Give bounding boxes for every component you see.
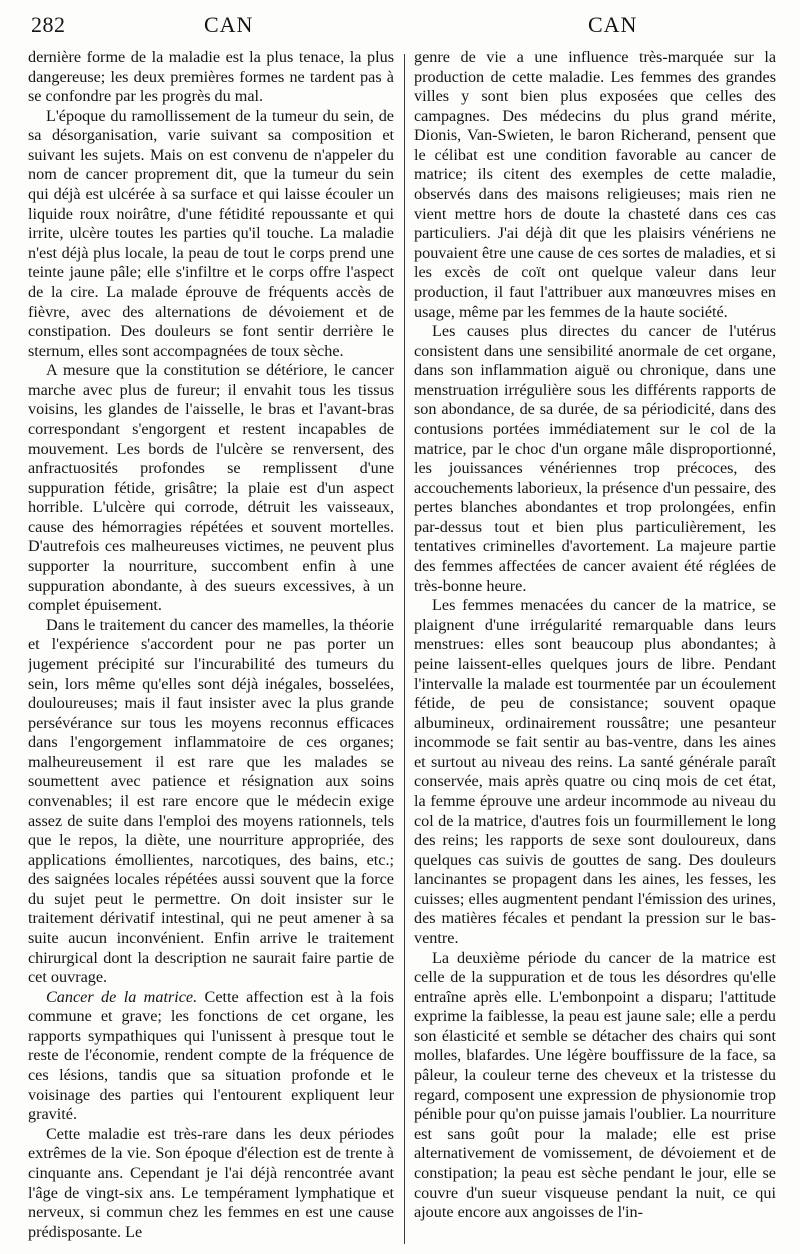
paragraph: Les femmes menacées du cancer de la matrice, se plaignent d'une irrégularité remarquable dans leurs menstrues: elles sont beaucoup plus abondantes; à peine laissent-elles quelques jours de libre. Pendant l'intervalle la malade est tourmentée par un écoulement fétide, de peu de consistance; souvent opaque albumineux, ordinairement roussâtre; une pesanteur incommode se fait sentir au bas-ventre, dans les aines et surtout au niveau des reins. La santé générale paraît conservée, mais après quatre ou cinq mois de cet état, la femme éprouve une ardeur incommode au niveau du col de la matrice, d'autres fois un fourmillement le long des reins; les rapports de sexe sont douloureux, dans quelques cas suivis de gouttes de sang. Des douleurs lancinantes se propagent dans les aines, les fesses, les cuisses; elles augmentent pendant l'émission des urines, des matières fécales et pendant la pression sur le bas-ventre.: [414, 596, 776, 948]
column-divider: [404, 54, 405, 1244]
page-header: [0, 8, 800, 44]
running-head-left: CAN: [204, 12, 254, 37]
paragraph: Les causes plus directes du cancer de l'utérus consistent dans une sensibilité anormale de cet organe, dans son inflammation aiguë ou chronique, dans une menstruation irrégulière sous les différents rapports de son abondance, de sa durée, de sa périodicité, dans des contusions portées immédiatement sur le col de la matrice, par le choc d'un organe mâle disproportionné, les jouissances vénériennes trop précoces, des accouchements laborieux, la présence d'un pessaire, des pertes blanches abondantes et trop prolongées, enfin par-dessus tout et bien plus particulièrement, les tentatives criminelles d'avortement. La majeure partie des femmes affectées de cancer avaient été réglées de très-bonne heure.: [414, 322, 776, 595]
paragraph: dernière forme de la maladie est la plus tenace, la plus dangereuse; les deux premières formes ne tardent pas à se confondre par les progrès du mal.: [28, 48, 394, 106]
left-column: [28, 48, 394, 1248]
paragraph-body: Cette affection est à la fois commune et grave; les fonctions de cet organe, les rapports sympathiques qui l'unissent à presque tout le reste de l'économie, rendent compte de la fréquence de ces lésions, tandis que sa situation profonde et le voisinage des parties qui l'entourent expliquent leur gravité.: [28, 987, 394, 1124]
section-heading: Cancer de la matrice.: [46, 987, 198, 1006]
paragraph: L'époque du ramollissement de la tumeur du sein, de sa désorganisation, varie suivant sa composition et suivant les sujets. Mais on est convenu de n'appeler du nom de cancer proprement dit, que la tumeur du sein qui déjà est ulcérée à sa surface et qui laisse écouler un liquide roux noirâtre, d'une fétidité repoussante et qui irrite, ulcère toutes les parties qu'il touche. La maladie n'est déjà plus locale, la peau de tout le corps prend une teinte jaune pâle; elle s'infiltre et le corps offre l'aspect de la cire. La malade éprouve de fréquents accès de fièvre, avec des alternations de dévoiement et de constipation. Des douleurs se font sentir derrière le sternum, elles sont accompagnées de toux sèche.: [28, 106, 394, 360]
paragraph: genre de vie a une influence très-marquée sur la production de cette maladie. Les femmes des grandes villes y sont bien plus exposées que celles des campagnes. Des médecins du plus grand mérite, Dionis, Van-Swieten, le baron Richerand, pensent que le célibat est une condition favorable au cancer de matrice; ils citent des exemples de cette maladie, observés dans des maisons religieuses; mais rien ne vient mettre hors de doute la chasteté dans ces cas particuliers. J'ai déjà dit que les plaisirs vénériens ne pouvaient être une cause de ces sortes de maladies, et si les excès de coït ont quelque valeur dans leur production, il faut l'attribuer aux manœuvres mises en usage, même par les femmes de la haute société.: [414, 48, 776, 321]
paragraph: [28, 988, 394, 1125]
paragraph: Cette maladie est très-rare dans les deux périodes extrêmes de la vie. Son époque d'élection est de trente à cinquante ans. Cependant je l'ai déjà rencontrée avant l'âge de vingt-six ans. Le tempérament lymphatique et nerveux, si commun chez les femmes en est une cause prédisposante. Le: [28, 1124, 394, 1241]
running-head-right: CAN: [588, 12, 638, 37]
page-number: 282: [31, 12, 66, 37]
right-column: [414, 48, 776, 1248]
paragraph: A mesure que la constitution se détériore, le cancer marche avec plus de fureur; il envahit tous les tissus voisins, les glandes de l'aisselle, le bras et l'avant-bras correspondant s'engorgent et restent incapables de mouvement. Les bords de l'ulcère se renversent, des anfractuosités profondes se remplissent d'une suppuration fétide, grisâtre; la plaie est d'un aspect horrible. L'ulcère qui corrode, détruit les vaisseaux, cause des hémorragies répétées et souvent mortelles. D'autrefois ces malheureuses victimes, ne peuvent plus supporter la nourriture, succombent enfin à une suppuration abondante, à des sueurs excessives, à un complet épuisement.: [28, 361, 394, 615]
paragraph: Dans le traitement du cancer des mamelles, la théorie et l'expérience s'accordent pour ne pas porter un jugement précipité sur l'incurabilité des tumeurs du sein, lors même qu'elles sont déjà inégales, bosselées, douloureuses; mais il faut insister avec la plus grande persévérance sur tous les moyens reconnus efficaces dans l'engorgement inflammatoire de ces organes; malheureusement il est rare que les malades se soumettent avec patience et résignation aux soins convenables; il est rare encore que le médecin exige assez de suite dans l'emploi des moyens rationnels, tels que le repos, la diète, une nourriture appropriée, des applications émollientes, narcotiques, des bains, etc.; des saignées locales répétées aussi souvent que la force du sujet peut le permettre. On doit insister sur le traitement dérivatif intestinal, qui ne peut amener à sa suite aucun inconvénient. Enfin arrive le traitement chirurgical dont la description ne saurait faire partie de cet ouvrage.: [28, 615, 394, 987]
paragraph: La deuxième période du cancer de la matrice est celle de la suppuration et de tous les désordres qu'elle entraîne après elle. L'embonpoint a disparu; l'attitude exprime la faiblesse, la peau est jaune sale; elle a perdu son élasticité et semble se détacher des chairs qui sont molles, blafardes. Une légère bouffissure de la face, sa pâleur, la couleur terne des cheveux et la tristesse du regard, composent une expression de physionomie trop pénible pour qu'on puisse jamais l'oublier. La nourriture est sans goût pour la malade; elle est prise alternativement de vomissement, de dévoiement et de constipation; la peau est sèche pendant le jour, elle se couvre d'un sueur visqueuse pendant la nuit, ce qui ajoute encore aux angoisses de l'in-: [414, 948, 776, 1222]
